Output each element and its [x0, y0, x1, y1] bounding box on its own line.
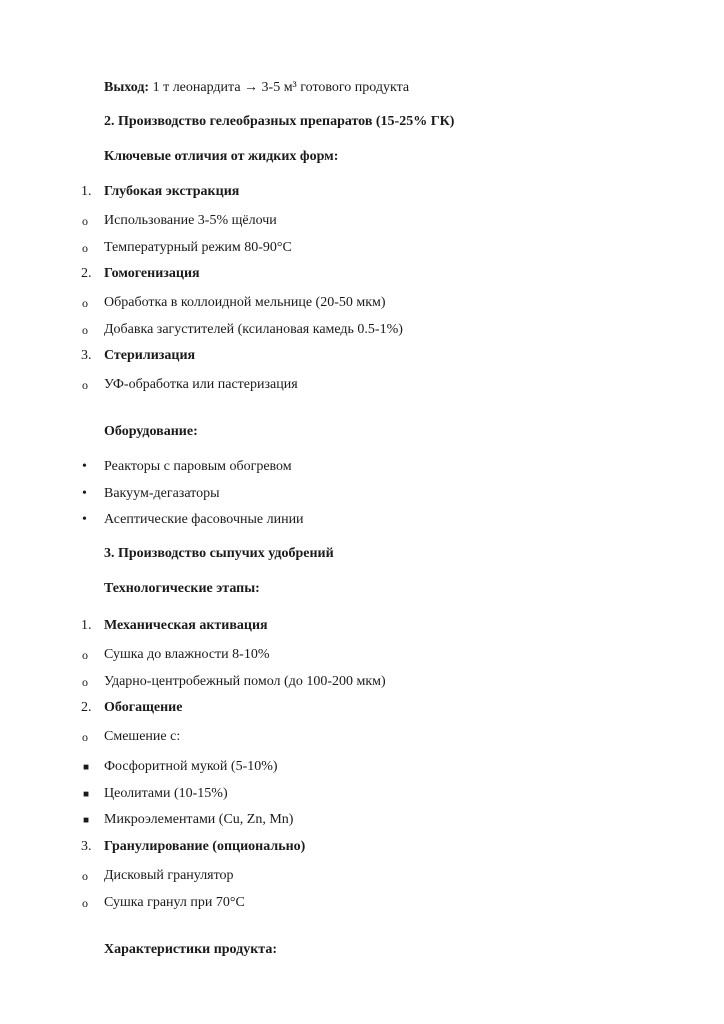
- s3-step-1-number: 1.: [81, 618, 92, 633]
- circle-bullet-icon: o: [82, 378, 88, 392]
- step-2-title: Гомогенизация: [104, 266, 200, 281]
- s3-step-2-number: 2.: [81, 700, 92, 715]
- bullet-icon: •: [82, 512, 87, 527]
- circle-bullet-icon: o: [82, 323, 88, 337]
- s3-step-1-title: Механическая активация: [104, 618, 268, 633]
- equipment-title: Оборудование:: [104, 424, 198, 439]
- list-item: Реакторы с паровым обогревом: [104, 459, 292, 474]
- product-characteristics-title: Характеристики продукта:: [104, 942, 278, 957]
- list-item: Использование 3-5% щёлочи: [104, 213, 277, 228]
- step-3-title: Стерилизация: [104, 348, 196, 363]
- circle-bullet-icon: o: [82, 675, 88, 689]
- step-2-number: 2.: [81, 266, 92, 281]
- section-3-title: 3. Производство сыпучих удобрений: [104, 546, 334, 561]
- yield-line: [104, 79, 409, 97]
- step-1-number: 1.: [81, 184, 92, 199]
- list-item: Вакуум-дегазаторы: [104, 486, 220, 501]
- list-item: Ударно-центробежный помол (до 100-200 мкм): [104, 674, 386, 689]
- section-2-title: 2. Производство гелеобразных препаратов (15-25% ГК): [104, 114, 455, 129]
- list-item: Дисковый гранулятор: [104, 868, 234, 883]
- list-item: Температурный режим 80-90°C: [104, 240, 292, 255]
- square-bullet-icon: ■: [83, 815, 90, 826]
- bullet-icon: •: [82, 459, 87, 474]
- list-item: Сушка гранул при 70°C: [104, 895, 245, 910]
- key-differences-title: Ключевые отличия от жидких форм:: [104, 149, 339, 164]
- list-item: Фосфоритной мукой (5-10%): [104, 759, 278, 774]
- tech-stages-title: Технологические этапы:: [104, 581, 260, 596]
- list-item: Асептические фасовочные линии: [104, 512, 304, 527]
- step-3-number: 3.: [81, 348, 92, 363]
- step-1-title: Глубокая экстракция: [104, 184, 240, 199]
- circle-bullet-icon: o: [82, 896, 88, 910]
- square-bullet-icon: ■: [83, 762, 90, 773]
- circle-bullet-icon: o: [82, 241, 88, 255]
- circle-bullet-icon: o: [82, 214, 88, 228]
- list-item: Смешение с:: [104, 729, 181, 744]
- list-item: Добавка загустителей (ксилановая камедь 0.5-1%): [104, 322, 403, 337]
- circle-bullet-icon: o: [82, 730, 88, 744]
- list-item: УФ-обработка или пастеризация: [104, 377, 298, 392]
- bullet-icon: •: [82, 486, 87, 501]
- circle-bullet-icon: o: [82, 869, 88, 883]
- s3-step-3-number: 3.: [81, 839, 92, 854]
- s3-step-2-title: Обогащение: [104, 700, 183, 715]
- yield-label: Выход:: [104, 80, 150, 95]
- circle-bullet-icon: o: [82, 648, 88, 662]
- list-item: Обработка в коллоидной мельнице (20-50 мкм): [104, 295, 386, 310]
- s3-step-3-title: Гранулирование (опционально): [104, 839, 306, 854]
- circle-bullet-icon: o: [82, 296, 88, 310]
- list-item: Цеолитами (10-15%): [104, 786, 228, 801]
- list-item: Микроэлементами (Cu, Zn, Mn): [104, 812, 294, 827]
- yield-text: 1 т леонардита → 3-5 м³ готового продукта: [149, 80, 410, 95]
- square-bullet-icon: ■: [83, 789, 90, 800]
- list-item: Сушка до влажности 8-10%: [104, 647, 270, 662]
